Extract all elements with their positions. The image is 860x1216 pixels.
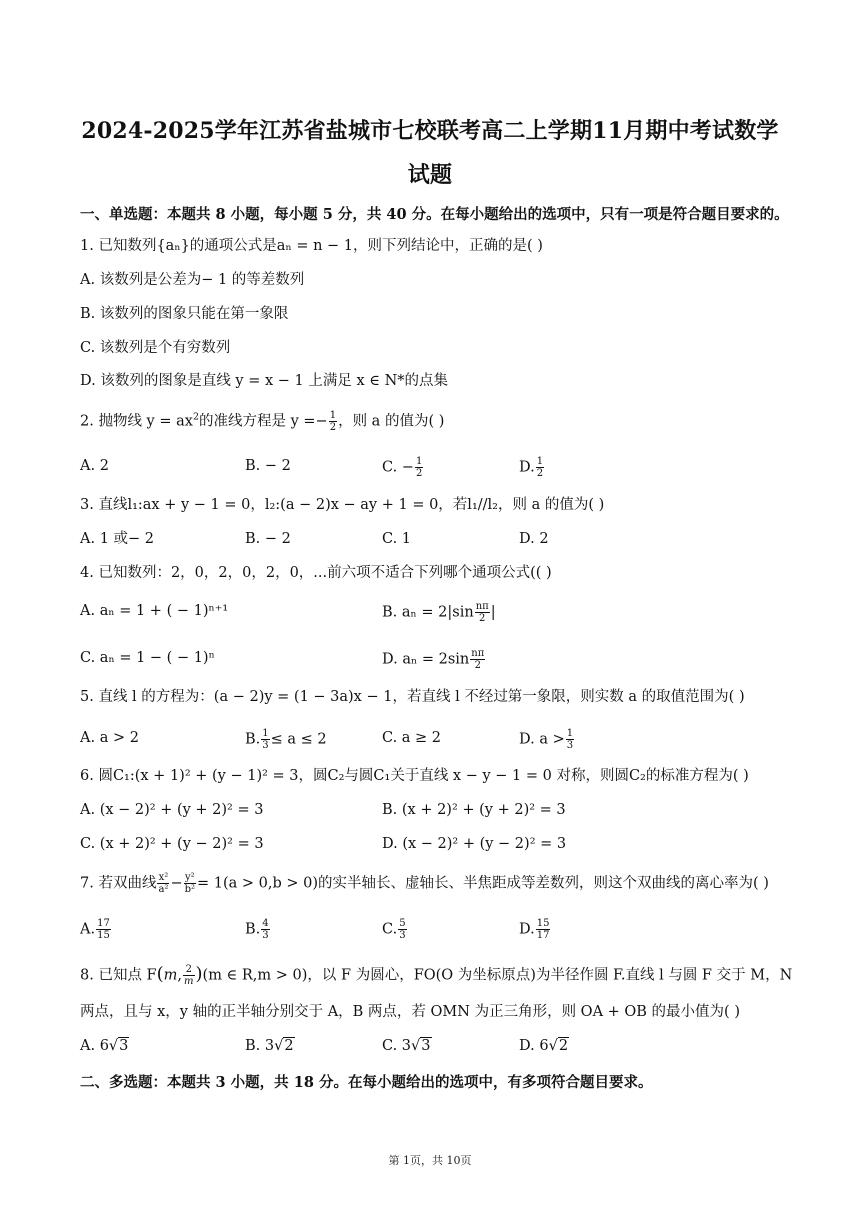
q7-option-b: B. $\frac{4}{3}$ — [245, 918, 269, 941]
q8-stem-line1: 8. 已知点 F(m, $\frac{2}{m}$ )(m ∈ R,m > 0)，以 F 为圆心，FO(O 为坐标原点)为半径作圆 F.直线 l 与圆 F 交于 M，N — [80, 963, 793, 987]
q2-stem: 2. 抛物线 $y = ax^2$的准线方程是 y =− $\frac{1}{2}$ ，则 a 的值为( ) — [80, 410, 445, 433]
q2-option-c: C. − $\frac{1}{2}$ — [382, 456, 423, 479]
document-title-line2: 试题 — [407, 162, 453, 188]
q3-option-b: B. − 2 — [245, 531, 291, 547]
q1-option-b: B. 该数列的图象只能在第一象限 — [80, 306, 289, 322]
q3-stem: 3. 直线l₁:ax + y − 1 = 0，l₂:(a − 2)x − ay + 1 = 0，若l₁//l₂，则 a 的值为( ) — [80, 497, 605, 513]
q8-option-b: B. 3√2 — [245, 1038, 294, 1054]
q6-option-b: B. (x + 2)² + (y + 2)² = 3 — [382, 802, 566, 818]
q5-option-d: D. a > $\frac{1}{3}$ — [519, 728, 574, 751]
q7-option-d: D. $\frac{15}{17}$ — [519, 918, 550, 941]
q2-option-a: A. 2 — [80, 458, 109, 474]
q4-option-b: B. aₙ = 2|sin $\frac{n\pi}{2}$ | — [382, 601, 496, 624]
q3-option-c: C. 1 — [382, 531, 412, 547]
q2-option-d: D. $\frac{1}{2}$ — [519, 456, 544, 479]
q7-stem: 7. 若双曲线 $\frac{\text{x²}}{\text{a²}}$ − $\frac{\text{y²}}{\text{b²}}$ = 1(a > 0,b > 0)的实半轴长、虚轴长、半焦距成等差数列，则这个双曲线的离心率为( ) — [80, 872, 769, 895]
q1-option-a: A. 该数列是公差为− 1 的等差数列 — [80, 272, 305, 288]
q6-option-a: A. (x − 2)² + (y + 2)² = 3 — [80, 802, 264, 818]
page-footer: 第 1页，共 10页 — [388, 1154, 472, 1167]
q4-option-d: D. aₙ = 2sin $\frac{n\pi}{2}$ — [382, 648, 485, 671]
q5-option-a: A. a > 2 — [80, 730, 139, 746]
q1-option-d: D. 该数列的图象是直线 y = x − 1 上满足 x ∈ N*的点集 — [80, 373, 449, 389]
q8-stem-line2: 两点，且与 x，y 轴的正半轴分别交于 A，B 两点，若 OMN 为正三角形，则 OA + OB 的最小值为( ) — [80, 1004, 740, 1020]
q6-option-d: D. (x − 2)² + (y − 2)² = 3 — [382, 836, 567, 852]
section-multi-choice-header: 二、多选题：本题共 3 小题，共 18 分。在每小题给出的选项中，有多项符合题目要求。 — [80, 1074, 653, 1091]
q6-option-c: C. (x + 2)² + (y − 2)² = 3 — [80, 836, 264, 852]
q5-option-c: C. a ≥ 2 — [382, 730, 442, 746]
q8-option-a: A. 6√3 — [80, 1038, 129, 1054]
q5-stem: 5. 直线 l 的方程为：(a − 2)y = (1 − 3a)x − 1，若直线 l 不经过第一象限，则实数 a 的取值范围为( ) — [80, 689, 745, 705]
q1-option-c: C. 该数列是个有穷数列 — [80, 340, 231, 356]
q1-stem: 1. 已知数列{aₙ}的通项公式是aₙ = n − 1，则下列结论中，正确的是( ) — [80, 238, 543, 254]
q4-option-c: C. aₙ = 1 − ( − 1)ⁿ — [80, 650, 215, 666]
q3-option-d: D. 2 — [519, 531, 549, 547]
document-title-line1: 2024-2025学年江苏省盐城市七校联考高二上学期11月期中考试数学 — [81, 118, 779, 144]
q8-option-c: C. 3√3 — [382, 1038, 431, 1054]
q4-option-a: A. aₙ = 1 + ( − 1)ⁿ⁺¹ — [80, 603, 229, 619]
q4-stem: 4. 已知数列：2，0，2，0，2，0，...前六项不适合下列哪个通项公式(( ) — [80, 565, 552, 581]
q6-stem: 6. 圆C₁:(x + 1)² + (y − 1)² = 3，圆C₂与圆C₁关于直线 x − y − 1 = 0 对称，则圆C₂的标准方程为( ) — [80, 768, 749, 784]
q5-option-b: B. $\frac{1}{3}$ ≤ a ≤ 2 — [245, 728, 327, 751]
q7-option-a: A. $\frac{17}{15}$ — [80, 918, 110, 941]
q7-option-c: C. $\frac{5}{3}$ — [382, 918, 406, 941]
q2-option-b: B. − 2 — [245, 458, 291, 474]
q3-option-a: A. 1 或− 2 — [80, 531, 155, 547]
section-single-choice-header: 一、单选题：本题共 8 小题，每小题 5 分，共 40 分。在每小题给出的选项中，只有一项是符合题目要求的。 — [80, 206, 789, 223]
q8-option-d: D. 6√2 — [519, 1038, 569, 1054]
